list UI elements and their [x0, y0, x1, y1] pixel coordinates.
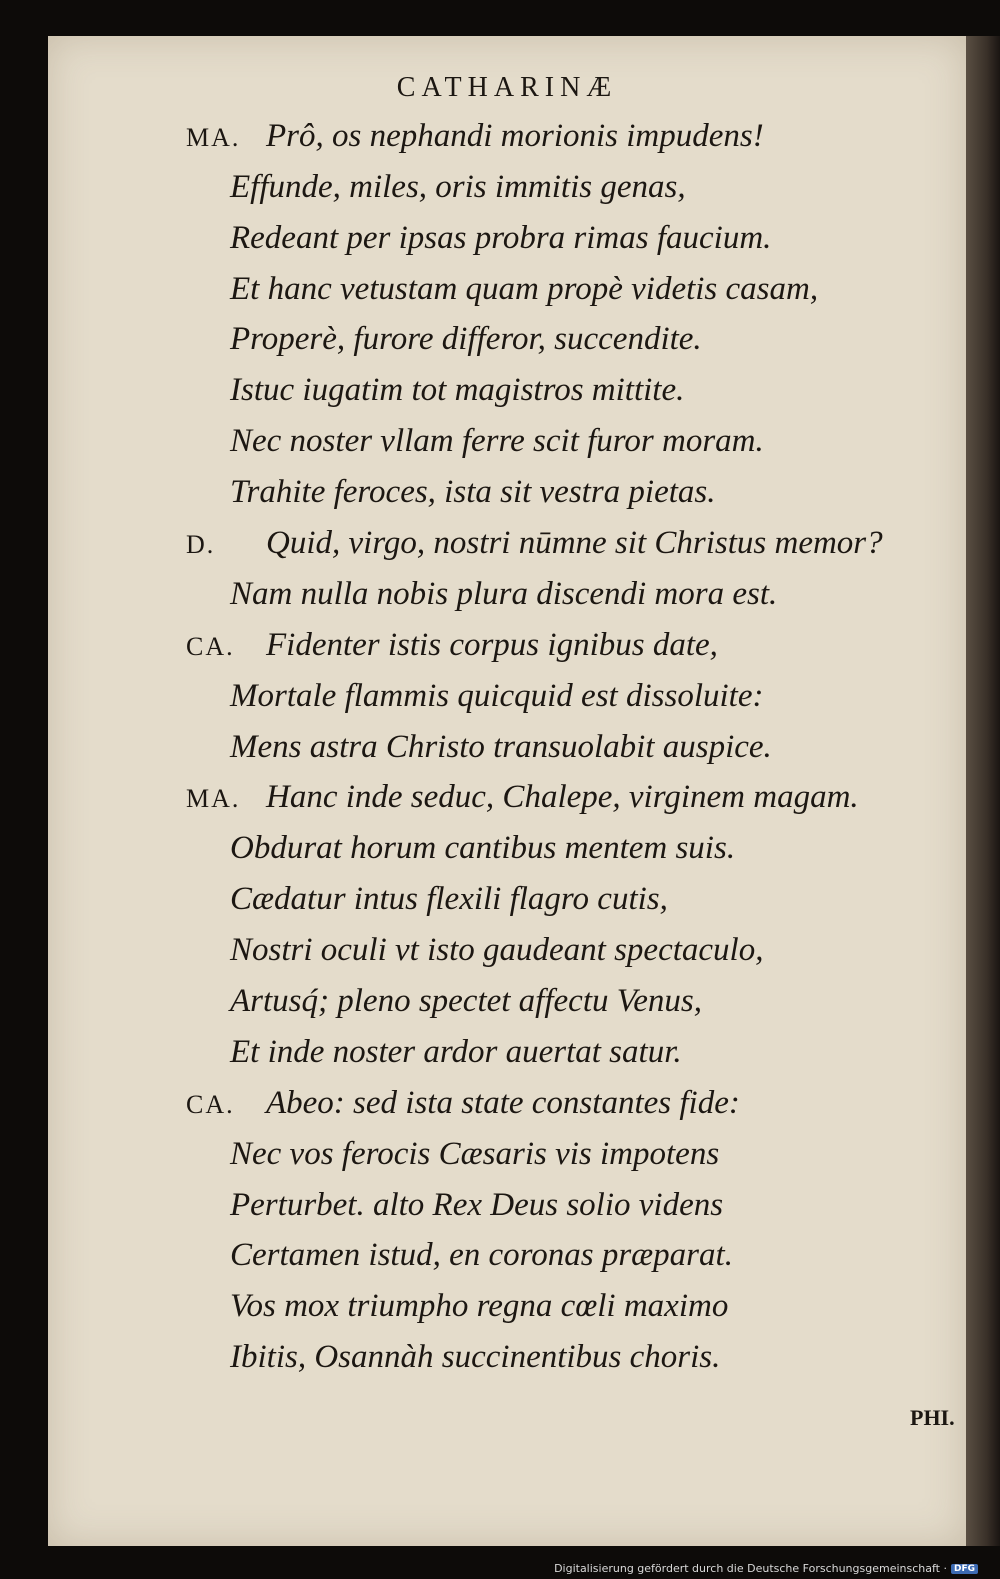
verse-line [48, 1081, 966, 1132]
verse-text: Mortale flammis quicquid est dissoluite: [230, 677, 764, 714]
verse-text: Prô, os nephandi morionis impudens! [266, 117, 764, 154]
verse-text: Cædatur intus flexili flagro cutis, [230, 881, 668, 918]
verse-line [48, 368, 966, 419]
verse-text: Certamen istud, en coronas præparat. [230, 1237, 733, 1274]
verse-line [48, 1030, 966, 1081]
verse-text: Nec noster vllam ferre scit furor moram. [230, 423, 764, 460]
verse-line [48, 114, 966, 165]
verse-text: Nec vos ferocis Cæsaris vis impotens [230, 1135, 720, 1172]
running-head: CATHARINÆ [396, 72, 618, 103]
dfg-logo-icon: DFG [951, 1564, 978, 1574]
speaker-label: MA. [186, 122, 241, 152]
verse-text: Perturbet. alto Rex Deus solio videns [230, 1186, 724, 1223]
verse-text: Trahite feroces, ista sit vestra pietas. [230, 474, 716, 511]
verse-line [48, 216, 966, 267]
speaker-label: MA. [186, 784, 241, 814]
verse-text: Ibitis, Osannàh succinentibus choris. [230, 1339, 721, 1376]
speaker-label: CA. [186, 631, 235, 661]
verse-text: Abeo: sed ista state constantes fide: [266, 1084, 740, 1121]
verse-text: Nostri oculi vt isto gaudeant spectaculo, [230, 932, 764, 969]
verse-text: Vos mox triumpho regna cœli maximo [230, 1288, 729, 1325]
verse-block [48, 114, 966, 1386]
verse-text: Et inde noster ardor auertat satur. [230, 1033, 682, 1070]
verse-line [48, 1284, 966, 1335]
verse-text: Quid, virgo, nostri nūmne sit Christus memor? [266, 525, 883, 562]
verse-text: Fidenter istis corpus ignibus date, [266, 626, 718, 663]
page-edge-shadow [966, 36, 1000, 1546]
catchword: PHI. [910, 1405, 955, 1430]
verse-line [48, 572, 966, 623]
verse-text: Mens astra Christo transuolabit auspice. [230, 728, 772, 765]
verse-line [48, 674, 966, 725]
verse-line [48, 1183, 966, 1234]
verse-text: Istuc iugatim tot magistros mittite. [230, 372, 685, 409]
verse-line [48, 165, 966, 216]
verse-line [48, 928, 966, 979]
verse-text: Nam nulla nobis plura discendi mora est. [230, 575, 778, 612]
speaker-label: D. [186, 530, 216, 560]
verse-text: Obdurat horum cantibus mentem suis. [230, 830, 736, 867]
digitization-footer [554, 1562, 978, 1575]
verse-line [48, 318, 966, 369]
verse-line [48, 1132, 966, 1183]
verse-line [48, 877, 966, 928]
verse-text: Properè, furore differor, succendite. [230, 321, 702, 358]
verse-line [48, 1234, 966, 1285]
verse-line [48, 826, 966, 877]
verse-text: Redeant per ipsas probra rimas faucium. [230, 219, 772, 256]
verse-line [48, 419, 966, 470]
book-page [48, 36, 966, 1546]
verse-line [48, 776, 966, 827]
verse-line [48, 521, 966, 572]
verse-text: Artusq́; pleno spectet affectu Venus, [230, 983, 702, 1020]
verse-line [48, 267, 966, 318]
verse-line [48, 979, 966, 1030]
verse-line [48, 623, 966, 674]
verse-line [48, 725, 966, 776]
verse-line [48, 470, 966, 521]
footer-credit: Digitalisierung gefördert durch die Deutsche Forschungsgemeinschaft · [554, 1562, 947, 1575]
verse-text: Effunde, miles, oris immitis genas, [230, 168, 686, 205]
verse-text: Hanc inde seduc, Chalepe, virginem magam. [266, 779, 859, 816]
verse-text: Et hanc vetustam quam propè videtis casam, [230, 270, 819, 307]
verse-line [48, 1335, 966, 1386]
speaker-label: CA. [186, 1089, 235, 1119]
